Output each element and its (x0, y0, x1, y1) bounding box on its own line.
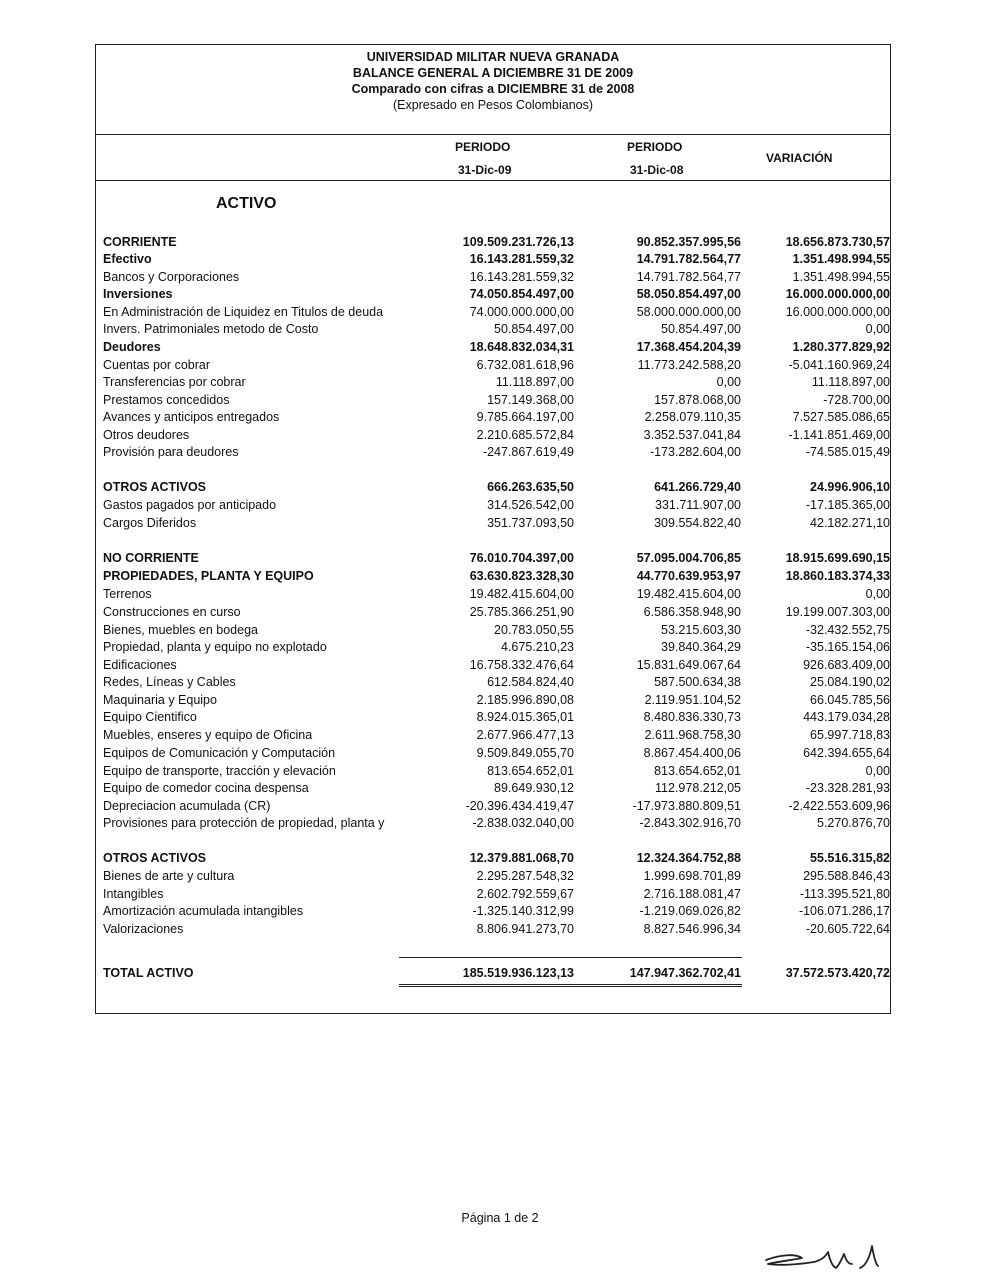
table-row (96, 375, 890, 392)
value-2009: 2.295.287.548,32 (476, 869, 574, 883)
value-2008: 19.482.415.604,00 (636, 587, 741, 601)
header-currency-note: (Expresado en Pesos Colombianos) (392, 98, 594, 112)
row-label: Maquinaria y Equipo (103, 693, 217, 707)
value-2008: 6.586.358.948,90 (643, 605, 741, 619)
value-2008: 2.119.951.104,52 (644, 693, 741, 707)
row-label: Provisión para deudores (103, 445, 239, 459)
value-2009: 109.509.231.726,13 (462, 235, 574, 249)
value-2008: 58.000.000.000,00 (636, 305, 741, 319)
table-row (96, 587, 890, 604)
value-variacion: 642.394.655,64 (803, 746, 890, 760)
table-row (96, 904, 890, 921)
row-label: Amortización acumulada intangibles (103, 904, 304, 918)
value-variacion: 19.199.007.303,00 (785, 605, 890, 619)
value-2008: 15.831.649.067,64 (636, 658, 741, 672)
row-label: CORRIENTE (103, 235, 177, 249)
row-label: Propiedad, planta y equipo no explotado (103, 640, 327, 654)
total-double-rule (399, 984, 742, 987)
column-variacion: VARIACIÓN (766, 151, 833, 165)
row-label: Construcciones en curso (103, 605, 241, 619)
value-2008: 0,00 (716, 375, 741, 389)
value-variacion: 16.000.000.000,00 (785, 305, 890, 319)
value-2008: 50.854.497,00 (661, 322, 741, 336)
value-2009: -1.325.140.312,99 (472, 904, 574, 918)
value-variacion: 0,00 (865, 587, 890, 601)
table-row (96, 428, 890, 445)
value-2009: 2.677.966.477,13 (476, 728, 574, 742)
value-2008: -173.282.604,00 (649, 445, 741, 459)
value-2009: 2.602.792.559,67 (476, 887, 574, 901)
value-variacion: -23.328.281,93 (805, 781, 890, 795)
handwritten-signature-icon (762, 1238, 886, 1279)
header-divider (96, 134, 890, 135)
table-row (96, 569, 890, 586)
value-2009: 11.118.897,00 (495, 375, 574, 389)
value-2008: 3.352.537.041,84 (643, 428, 741, 442)
value-variacion: 18.860.183.374,33 (785, 569, 890, 583)
value-2009: 19.482.415.604,00 (469, 587, 574, 601)
value-2009: 813.654.652,01 (487, 764, 574, 778)
row-label: Edificaciones (103, 658, 177, 672)
row-label: Bancos y Corporaciones (103, 270, 240, 284)
table-row (96, 781, 890, 798)
total-top-rule (399, 957, 742, 958)
value-2009: 185.519.936.123,13 (462, 966, 574, 980)
value-2009: 4.675.210,23 (501, 640, 574, 654)
table-row (96, 869, 890, 886)
row-label: Terrenos (103, 587, 152, 601)
value-variacion: 443.179.034,28 (803, 710, 890, 724)
value-2008: 14.791.782.564,77 (636, 252, 741, 266)
row-label: Transferencias por cobrar (103, 375, 246, 389)
table-row (96, 445, 890, 462)
table-row (96, 498, 890, 515)
value-2008: 2.716.188.081,47 (643, 887, 741, 901)
value-2008: 53.215.603,30 (661, 623, 741, 637)
section-title-activo: ACTIVO (216, 195, 277, 212)
row-label: Muebles, enseres y equipo de Oficina (103, 728, 313, 742)
value-variacion: 16.000.000.000,00 (785, 287, 890, 301)
table-row (96, 358, 890, 375)
value-variacion: -1.141.851.469,00 (788, 428, 890, 442)
value-variacion: -32.432.552,75 (805, 623, 890, 637)
row-label: Equipo Cientifico (103, 710, 197, 724)
value-variacion: -113.395.521,80 (799, 887, 890, 901)
value-2008: 58.050.854.497,00 (636, 287, 741, 301)
value-variacion: -35.165.154,06 (805, 640, 890, 654)
row-label: Cuentas por cobrar (103, 358, 211, 372)
value-2008: 587.500.634,38 (654, 675, 741, 689)
report-header (96, 49, 890, 113)
value-2009: 50.854.497,00 (494, 322, 574, 336)
value-2009: 20.783.050,55 (494, 623, 574, 637)
table-row (96, 746, 890, 763)
value-2008: -1.219.069.026,82 (639, 904, 741, 918)
value-2009: 63.630.823.328,30 (469, 569, 574, 583)
value-variacion: -728.700,00 (823, 393, 890, 407)
row-label: Redes, Líneas y Cables (103, 675, 236, 689)
value-variacion: -74.585.015,49 (805, 445, 890, 459)
value-2009: 2.210.685.572,84 (476, 428, 574, 442)
value-variacion: 7.527.585.086,65 (792, 410, 890, 424)
table-row (96, 623, 890, 640)
table-row (96, 887, 890, 904)
table-row (96, 252, 890, 269)
value-2009: 18.648.832.034,31 (469, 340, 574, 354)
value-2009: -2.838.032.040,00 (472, 816, 574, 830)
header-report-title: BALANCE GENERAL A DICIEMBRE 31 DE 2009 (352, 66, 634, 80)
value-variacion: -2.422.553.609,96 (788, 799, 890, 813)
table-row (96, 270, 890, 287)
value-2009: 9.785.664.197,00 (476, 410, 574, 424)
value-variacion: -17.185.365,00 (805, 498, 890, 512)
value-variacion: 37.572.573.420,72 (785, 966, 890, 980)
row-label: OTROS ACTIVOS (103, 851, 207, 865)
row-label: OTROS ACTIVOS (103, 480, 207, 494)
table-row (96, 658, 890, 675)
value-2009: 8.924.015.365,01 (476, 710, 574, 724)
table-row (96, 605, 890, 622)
value-2008: 8.480.836.330,73 (643, 710, 741, 724)
table-row (96, 305, 890, 322)
value-2008: 8.827.546.996,34 (643, 922, 741, 936)
row-label: Bienes de arte y cultura (103, 869, 235, 883)
value-2008: 641.266.729,40 (654, 480, 741, 494)
page-number: Página 1 de 2 (461, 1211, 539, 1225)
value-2008: 11.773.242.588,20 (637, 358, 741, 372)
value-2008: 8.867.454.400,06 (643, 746, 741, 760)
row-label: Equipo de transporte, tracción y elevación (103, 764, 336, 778)
table-row (96, 640, 890, 657)
row-label: TOTAL ACTIVO (103, 966, 194, 980)
row-label: Equipos de Comunicación y Computación (103, 746, 336, 760)
balance-sheet-frame (95, 44, 891, 1014)
value-2008: 14.791.782.564,77 (636, 270, 741, 284)
column-periodo-2009-date: 31-Dic-09 (458, 163, 512, 177)
value-variacion: -5.041.160.969,24 (788, 358, 890, 372)
value-2009: 314.526.542,00 (487, 498, 574, 512)
value-variacion: 11.118.897,00 (811, 375, 890, 389)
value-variacion: 25.084.190,02 (810, 675, 890, 689)
value-variacion: 1.351.498.994,55 (792, 252, 890, 266)
value-2009: -20.396.434.419,47 (465, 799, 574, 813)
row-label: Valorizaciones (103, 922, 184, 936)
value-2008: 44.770.639.953,97 (636, 569, 741, 583)
table-row (96, 675, 890, 692)
table-row (96, 799, 890, 816)
value-2009: 351.737.093,50 (487, 516, 574, 530)
value-variacion: 65.997.718,83 (810, 728, 890, 742)
row-label: Bienes, muebles en bodega (103, 623, 258, 637)
row-label: Deudores (103, 340, 161, 354)
value-variacion: 18.656.873.730,57 (785, 235, 890, 249)
table-row (96, 480, 890, 497)
value-2009: -247.867.619,49 (482, 445, 574, 459)
table-row (96, 516, 890, 533)
value-2008: 2.258.079.110,35 (644, 410, 741, 424)
table-row (96, 287, 890, 304)
value-2008: 2.611.968.758,30 (644, 728, 741, 742)
value-variacion: 66.045.785,56 (810, 693, 890, 707)
table-row (96, 410, 890, 427)
value-variacion: 5.270.876,70 (817, 816, 890, 830)
value-2009: 9.509.849.055,70 (476, 746, 574, 760)
value-2009: 74.000.000.000,00 (469, 305, 574, 319)
table-row (96, 710, 890, 727)
row-label: Gastos pagados por anticipado (103, 498, 277, 512)
value-2008: 12.324.364.752,88 (636, 851, 741, 865)
table-row (96, 816, 890, 833)
row-label: Prestamos concedidos (103, 393, 230, 407)
header-institution: UNIVERSIDAD MILITAR NUEVA GRANADA (366, 50, 620, 64)
table-row (96, 340, 890, 357)
value-2009: 16.143.281.559,32 (469, 252, 574, 266)
row-label: Provisiones para protección de propiedad, planta y (103, 816, 385, 830)
value-variacion: 295.588.846,43 (803, 869, 890, 883)
value-2009: 16.143.281.559,32 (469, 270, 574, 284)
value-2008: 17.368.454.204,39 (636, 340, 741, 354)
row-label: Cargos Diferidos (103, 516, 197, 530)
value-variacion: -20.605.722,64 (805, 922, 890, 936)
header-comparison: Comparado con cifras a DICIEMBRE 31 de 2008 (351, 82, 635, 96)
value-2008: 90.852.357.995,56 (636, 235, 741, 249)
value-variacion: 0,00 (865, 764, 890, 778)
value-variacion: 24.996.906,10 (810, 480, 890, 494)
table-row (96, 922, 890, 939)
value-variacion: 55.516.315,82 (810, 851, 890, 865)
value-2009: 612.584.824,40 (487, 675, 574, 689)
row-label: Equipo de comedor cocina despensa (103, 781, 309, 795)
table-row (96, 393, 890, 410)
column-periodo-2008-label: PERIODO (627, 140, 683, 154)
value-2008: 331.711.907,00 (655, 498, 741, 512)
value-2008: 147.947.362.702,41 (629, 966, 741, 980)
value-2008: 112.978.212,05 (655, 781, 741, 795)
row-label: Depreciacion acumulada (CR) (103, 799, 271, 813)
table-row (96, 235, 890, 252)
value-2009: 157.149.368,00 (487, 393, 574, 407)
table-row (96, 851, 890, 868)
row-label: Avances y anticipos entregados (103, 410, 280, 424)
row-label: Otros deudores (103, 428, 190, 442)
column-header-divider (96, 180, 890, 181)
value-2009: 8.806.941.273,70 (476, 922, 574, 936)
row-label: Invers. Patrimoniales metodo de Costo (103, 322, 319, 336)
value-2008: 813.654.652,01 (654, 764, 741, 778)
value-2009: 12.379.881.068,70 (469, 851, 574, 865)
table-row (96, 322, 890, 339)
value-2008: 157.878.068,00 (654, 393, 741, 407)
row-label: NO CORRIENTE (103, 551, 199, 565)
value-2008: 57.095.004.706,85 (636, 551, 741, 565)
value-2008: 39.840.364,29 (661, 640, 741, 654)
table-row (96, 764, 890, 781)
value-2008: -2.843.302.916,70 (639, 816, 741, 830)
row-label: PROPIEDADES, PLANTA Y EQUIPO (103, 569, 314, 583)
value-2009: 666.263.635,50 (487, 480, 574, 494)
row-label: Efectivo (103, 252, 152, 266)
value-variacion: 1.351.498.994,55 (792, 270, 890, 284)
column-periodo-2008-date: 31-Dic-08 (630, 163, 684, 177)
value-variacion: 1.280.377.829,92 (792, 340, 890, 354)
value-variacion: 18.915.699.690,15 (785, 551, 890, 565)
value-2009: 6.732.081.618,96 (476, 358, 574, 372)
value-2009: 89.649.930,12 (494, 781, 574, 795)
value-2008: 1.999.698.701,89 (643, 869, 741, 883)
value-variacion: -106.071.286,17 (798, 904, 890, 918)
row-label: En Administración de Liquidez en Titulos de deuda (103, 305, 384, 319)
value-2009: 16.758.332.476,64 (469, 658, 574, 672)
table-row (96, 693, 890, 710)
table-row (96, 728, 890, 745)
value-variacion: 926.683.409,00 (803, 658, 890, 672)
value-2008: -17.973.880.809,51 (632, 799, 741, 813)
column-periodo-2009-label: PERIODO (455, 140, 511, 154)
table-row (96, 966, 890, 983)
value-2009: 2.185.996.890,08 (476, 693, 574, 707)
row-label: Inversiones (103, 287, 173, 301)
value-variacion: 0,00 (865, 322, 890, 336)
value-2009: 74.050.854.497,00 (469, 287, 574, 301)
row-label: Intangibles (103, 887, 164, 901)
value-variacion: 42.182.271,10 (810, 516, 890, 530)
table-row (96, 551, 890, 568)
value-2008: 309.554.822,40 (654, 516, 741, 530)
value-2009: 76.010.704.397,00 (469, 551, 574, 565)
value-2009: 25.785.366.251,90 (469, 605, 574, 619)
